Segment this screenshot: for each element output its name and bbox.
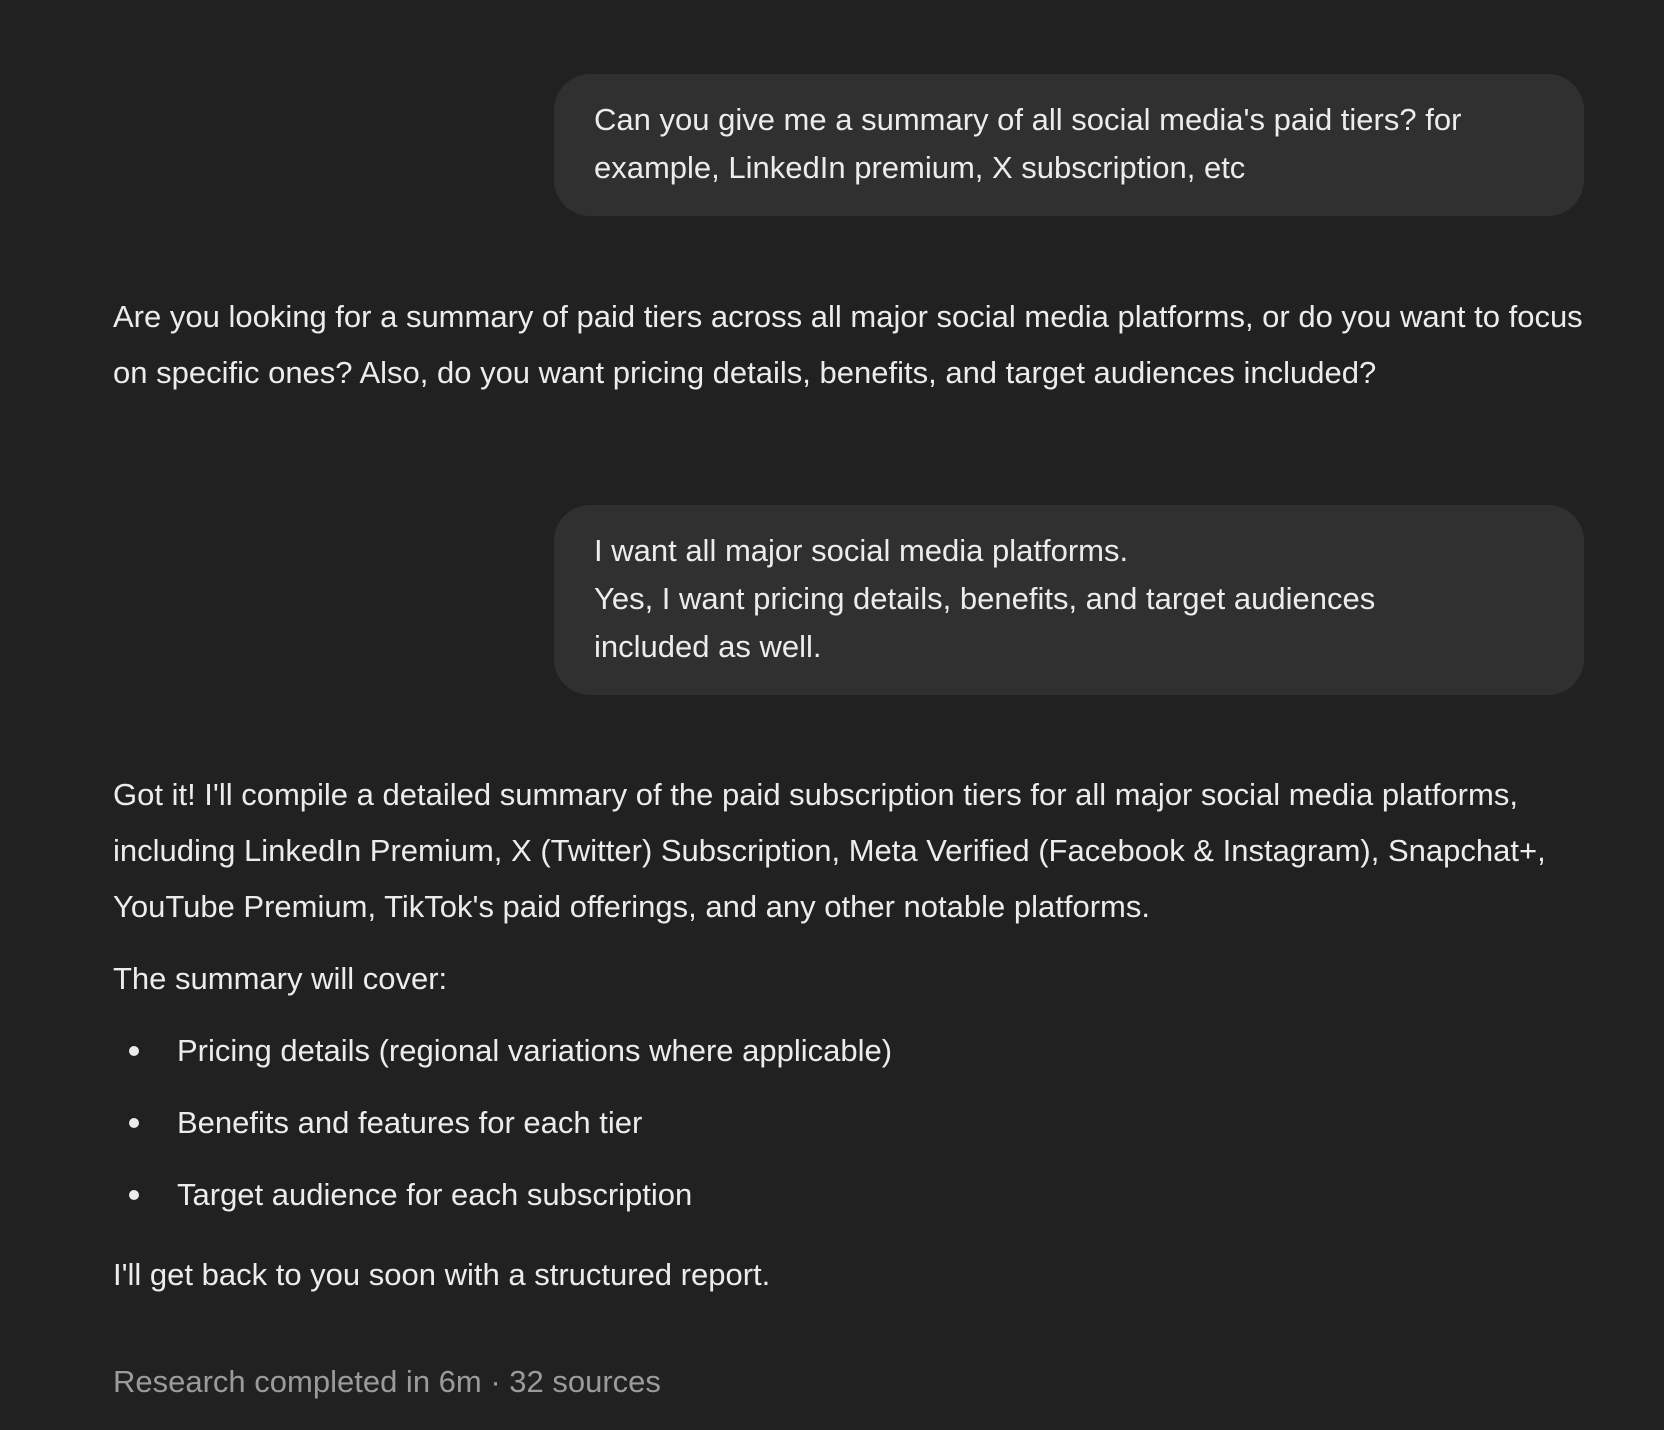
- bullet-text: Target audience for each subscription: [177, 1177, 693, 1212]
- user-message-bubble: [554, 74, 1584, 216]
- bullet-dot-icon: [129, 1046, 139, 1056]
- assistant-message: [113, 767, 1583, 1303]
- bullet-list-item: [113, 1023, 1583, 1079]
- assistant-intro-paragraph: Got it! I'll compile a detailed summary of the paid subscription tiers for all major social media platforms, including LinkedIn Premium, X (Twitter) Subscription, Meta Verified (Facebook & Instagram), Snapchat+, YouTube Premium, TikTok's paid offerings, and any other notable platforms.: [113, 777, 1546, 924]
- user-message-bubble: [554, 505, 1584, 695]
- assistant-list-heading: The summary will cover:: [113, 961, 448, 996]
- bullet-text: Benefits and features for each tier: [177, 1105, 643, 1140]
- bullet-list-item: [113, 1167, 1583, 1223]
- user-message-line: Can you give me a summary of all social media's paid tiers? for: [594, 102, 1462, 137]
- user-message-line: I want all major social media platforms.: [594, 533, 1129, 568]
- bullet-list: [113, 1023, 1583, 1223]
- bullet-dot-icon: [129, 1118, 139, 1128]
- research-status[interactable]: Research completed in 6m · 32 sources: [113, 1364, 661, 1399]
- assistant-closing-paragraph: I'll get back to you soon with a structured report.: [113, 1257, 771, 1292]
- user-message-line: Yes, I want pricing details, benefits, and target audiences: [594, 581, 1376, 616]
- assistant-message: [113, 289, 1583, 401]
- assistant-message-paragraph: Are you looking for a summary of paid tiers across all major social media platforms, or do you want to focus on specific ones? Also, do you want pricing details, benefits, and target audiences included?: [113, 299, 1583, 390]
- bullet-list-item: [113, 1095, 1583, 1151]
- bullet-dot-icon: [129, 1190, 139, 1200]
- user-message-line: example, LinkedIn premium, X subscription, etc: [594, 150, 1246, 185]
- user-message-line: included as well.: [594, 629, 822, 664]
- bullet-text: Pricing details (regional variations where applicable): [177, 1033, 893, 1068]
